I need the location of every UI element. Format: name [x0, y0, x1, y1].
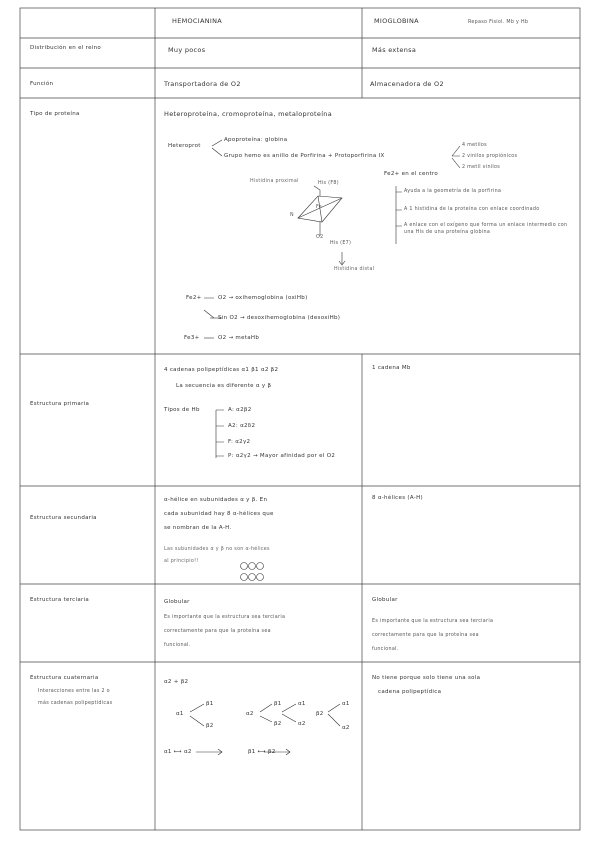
- distribution-mioglobina: Más extensa: [372, 46, 417, 54]
- label-function: Función: [30, 81, 54, 87]
- brace-lower-line: [212, 148, 222, 156]
- fe2-branches: [204, 298, 214, 318]
- helix-circle: [249, 574, 256, 581]
- hb-type-f: F: α2γ2: [228, 439, 251, 445]
- helix-circle: [241, 574, 248, 581]
- header-mioglobina: MIOGLOBINA: [374, 17, 419, 25]
- his-distal: His (E7): [330, 241, 352, 246]
- hb-types-label: Tipos de Hb: [164, 407, 200, 413]
- quat-bottom-right: β1 ⟷ β2: [248, 749, 276, 755]
- ring-brace: [452, 146, 460, 168]
- label-distribution: Distribución en el reino: [30, 45, 102, 51]
- primary-mioglobina: 1 cadena Mb: [372, 365, 411, 371]
- quat-alpha1: α1: [176, 711, 184, 717]
- his-proximal-label: Histidina proximal: [250, 179, 299, 184]
- primary-chains: 4 cadenas polipeptídicas α1 β1 α2 β2: [164, 367, 279, 373]
- fe3-symbol: Fe3+: [184, 335, 200, 341]
- fe2-symbol: Fe2+: [186, 295, 202, 301]
- tertiary-mb-text-3: funcional.: [372, 647, 399, 652]
- quat-alpha1c: α1: [342, 701, 350, 707]
- quat-arrows-1: [190, 704, 204, 726]
- helix-circle: [257, 574, 264, 581]
- ring-item-2: 2 vinilos propiónicos: [462, 154, 518, 159]
- brace-upper-line: [212, 140, 222, 146]
- his-proximal-bond: [314, 186, 320, 196]
- fe-notes-bracket: [396, 186, 402, 244]
- fe3-o2-text: O2 → metaHb: [218, 335, 260, 341]
- distribution-hemocianina: Muy pocos: [168, 46, 206, 54]
- fe-note-3: A enlace con el oxígeno que forma un enlace intermedio con una His de una proteína globina: [404, 223, 568, 235]
- quat-arrows-2: [260, 704, 272, 722]
- helix-circle: [249, 563, 256, 570]
- hb-type-p: P: α2γ2 → Mayor afinidad por el O2: [228, 453, 336, 459]
- protein-type-summary: Heteroproteína, cromoproteína, metaloproteína: [164, 110, 333, 118]
- quat-arrow-bottom-left: [196, 749, 222, 755]
- his-proximal: His (F8): [318, 181, 339, 186]
- quat-beta2b: β2: [274, 721, 282, 727]
- quat-sum: α2 + β2: [164, 679, 189, 685]
- quat-mb-line-2: cadena polipeptídica: [378, 689, 442, 695]
- ring-item-3: 2 metil vinilos: [462, 165, 501, 170]
- secondary-mioglobina: 8 α-hélices (A-H): [372, 495, 423, 501]
- primary-sequence: La secuencia es diferente α y β: [176, 383, 272, 389]
- prosthetic-text: Grupo hemo es anillo de Porfirina + Protoporfirina IX: [224, 153, 385, 159]
- quat-alpha2b: α2: [298, 721, 306, 727]
- helix-circle: [241, 563, 248, 570]
- function-mioglobina: Almacenadora de O2: [370, 80, 444, 88]
- quat-alpha2c: α2: [342, 725, 350, 731]
- tertiary-mb-text-2: correctamente para que la proteína sea: [372, 633, 479, 638]
- secondary-line-5: al principio!!: [164, 559, 199, 564]
- fe2-o2-text: O2 → oxihemoglobina (oxiHb): [218, 295, 308, 301]
- header-hemocianina: HEMOCIANINA: [172, 17, 223, 25]
- tertiary-text-2: correctamente para que la proteína sea: [164, 629, 271, 634]
- fe-note-1: Ayuda a la geometría de la porfirina: [404, 189, 502, 194]
- tertiary-text-3: funcional.: [164, 643, 191, 648]
- heteroprot-label: Heteroprot: [168, 143, 201, 149]
- label-quaternary-3: más cadenas polipeptídicas: [38, 701, 113, 706]
- his-distal-label: Histidina distal: [334, 267, 375, 272]
- label-secondary: Estructura secundaria: [30, 515, 97, 521]
- hb-types-bracket: [216, 410, 224, 458]
- quat-alpha1b: α1: [298, 701, 306, 707]
- ring-item-1: 4 metilos: [462, 143, 487, 148]
- heme-fe-label: Fe: [316, 205, 323, 210]
- heme-n-label: N: [290, 213, 294, 218]
- quat-beta1b: β1: [274, 701, 282, 707]
- helix-circle: [257, 563, 264, 570]
- quat-bottom-left: α1 ⟷ α2: [164, 749, 192, 755]
- tertiary-mb-text-1: Es importante que la estructura sea terciaria: [372, 619, 494, 624]
- function-hemocianina: Transportadora de O2: [164, 80, 241, 88]
- quat-beta1: β1: [206, 701, 214, 707]
- tertiary-text-1: Es importante que la estructura sea terciaria: [164, 615, 286, 620]
- quat-arrows-3: [282, 704, 296, 722]
- secondary-line-1: α-hélice en subunidades α y β. En: [164, 497, 268, 503]
- quat-arrows-4: [328, 704, 340, 726]
- quat-mb-line-1: No tiene porque solo tiene una sola: [372, 675, 481, 681]
- hb-type-a: A: α2β2: [228, 407, 252, 413]
- secondary-line-3: se nombran de la A-H.: [164, 525, 232, 531]
- label-tertiary: Estructura terciaria: [30, 597, 90, 603]
- secondary-line-2: cada subunidad hay 8 α-hélices que: [164, 511, 274, 517]
- o2-label: O2: [316, 235, 324, 240]
- tertiary-head-mioglobina: Globular: [372, 597, 398, 603]
- label-primary: Estructura primaria: [30, 401, 90, 407]
- quat-alpha2: α2: [246, 711, 254, 717]
- header-note: Repaso Fisiol. Mb y Hb: [468, 20, 529, 25]
- label-protein-type: Tipo de proteína: [30, 111, 80, 117]
- apoprotein-text: Apoproteína: globina: [224, 137, 288, 143]
- hb-type-a2: A2: α2δ2: [228, 423, 256, 429]
- fe2-no-o2-text: Sin O2 → desoxihemoglobina (desoxiHb): [218, 315, 341, 321]
- secondary-line-4: Las subunidades α y β no son α-hélices: [164, 547, 270, 552]
- his-distal-arrow: [339, 252, 345, 265]
- label-quaternary: Estructura cuaternaria: [30, 675, 99, 681]
- label-quaternary-2: Interacciones entre las 2 o: [38, 689, 110, 694]
- quat-beta2c: β2: [316, 711, 324, 717]
- fe-center-text: Fe2+ en el centro: [384, 171, 439, 177]
- fe-note-2: A 1 histidina de la proteína con enlace coordinado: [404, 207, 540, 212]
- tertiary-head-hemocianina: Globular: [164, 599, 190, 605]
- quat-beta2: β2: [206, 723, 214, 729]
